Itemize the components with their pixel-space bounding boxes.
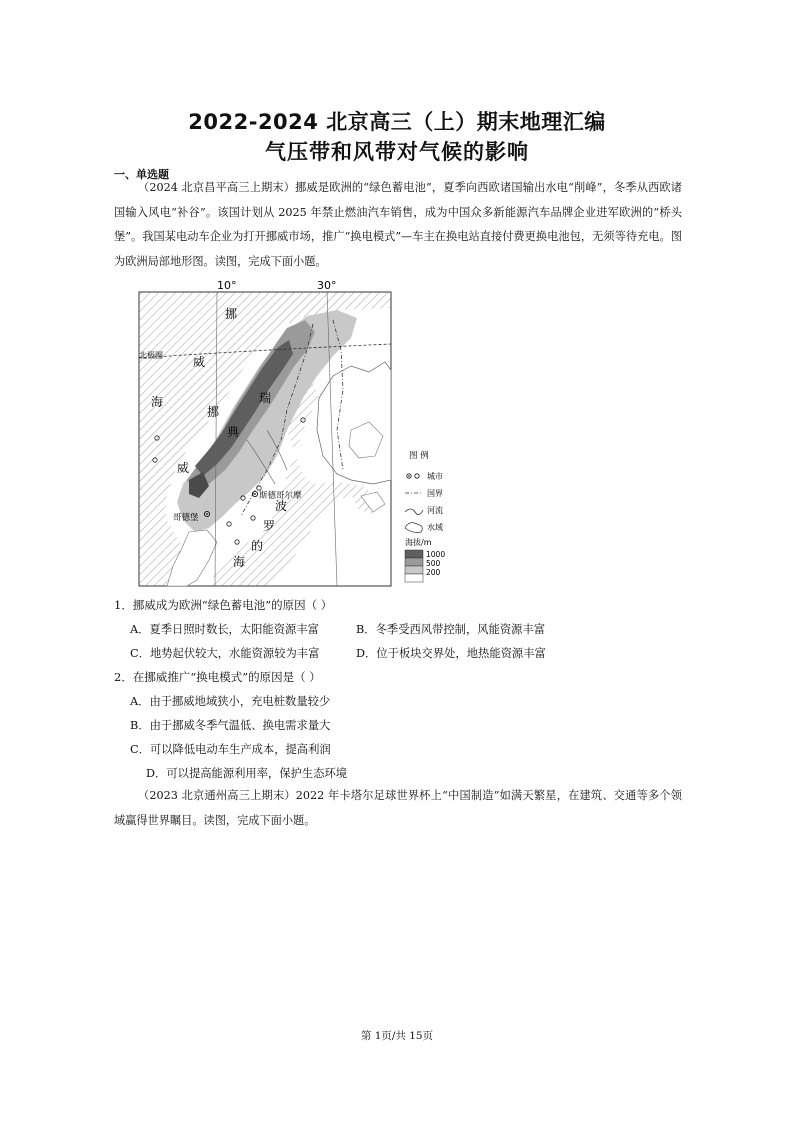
legend-elev-200: 200	[426, 568, 441, 577]
legend-border: 国界	[427, 489, 443, 498]
baltic-char-2: 罗	[263, 519, 276, 533]
legend-elev-500: 500	[426, 559, 441, 568]
baltic-char-4: 海	[233, 555, 246, 569]
norway-char-2: 威	[177, 461, 190, 475]
q1-option-a[interactable]: A．夏季日照时数长，太阳能资源丰富	[130, 623, 319, 636]
title-line-2: 气压带和风带对气候的影响	[265, 140, 529, 164]
title-line-1: 2022-2024 北京高三（上）期末地理汇编	[188, 110, 606, 134]
page-footer: 第 1页/共 15页	[360, 1030, 434, 1042]
question-2-stem: 2．在挪威推广“换电模式”的原因是（ ）	[114, 670, 321, 684]
europe-terrain-map	[137, 280, 467, 590]
q2-option-b[interactable]: B．由于挪威冬季气温低、换电需求量大	[130, 719, 331, 732]
q1-option-b[interactable]: B．冬季受西风带控制，风能资源丰富	[356, 623, 546, 636]
baltic-char-3: 的	[251, 539, 264, 553]
passage-1: （2024 北京昌平高三上期末）挪威是欧洲的“绿色蓄电池”，夏季向西欧诸国输出水电“削峰”，冬季从西欧诸国输入风电“补谷”。该国计划从 2025 年禁止燃油汽车销售，成为中国众多新能源汽车品牌企业进军欧洲的“桥头堡”。我国某电动车企业为打开挪威市场，推广“换电模式”—车主在换电站直接付费更换电池包，无须等待充电。图为欧洲局部地形图。读图，完成下面小题。	[114, 181, 682, 268]
baltic-char-1: 波	[275, 499, 288, 513]
legend-elev-1000: 1000	[426, 550, 446, 559]
arctic-circle-label: 北极圈	[139, 351, 163, 360]
legend-water: 水域	[427, 523, 443, 532]
passage-2: （2023 北京通州高三上期末）2022 年卡塔尔足球世界杯上“中国制造”如满天繁星，在建筑、交通等多个领域赢得世界瞩目。读图，完成下面小题。	[114, 789, 682, 827]
norway-char-1: 挪	[207, 405, 220, 419]
q1-option-d[interactable]: D．位于板块交界处，地热能资源丰富	[356, 647, 546, 660]
sea-char-2: 威	[193, 355, 206, 369]
section-label: 一、单选题	[114, 168, 169, 181]
q1-option-c[interactable]: C．地势起伏较大，水能资源较为丰富	[130, 647, 320, 660]
gothenburg-label: 哥德堡	[173, 513, 199, 523]
legend-title: 图 例	[409, 451, 429, 461]
stockholm-label: 斯德哥尔摩	[259, 491, 302, 501]
sweden-char-1: 瑞	[259, 391, 272, 405]
sea-char-1: 挪	[225, 307, 238, 321]
question-1-stem: 1．挪威成为欧洲“绿色蓄电池”的原因（ ）	[114, 598, 333, 612]
q2-option-c[interactable]: C．可以降低电动车生产成本，提高利润	[130, 743, 331, 756]
legend-elevation-title: 海拔/m	[405, 538, 432, 547]
lon-10-label: 10°	[217, 280, 237, 292]
legend-city: 城市	[427, 472, 443, 481]
q2-option-a[interactable]: A．由于挪威地域狭小，充电桩数量较少	[130, 695, 331, 708]
sea-char-3: 海	[151, 395, 164, 409]
sweden-char-2: 典	[227, 425, 240, 439]
lon-30-label: 30°	[317, 280, 337, 292]
legend-river: 河流	[427, 506, 443, 515]
map-legend	[405, 450, 445, 582]
q2-option-d[interactable]: D．可以提高能源利用率，保护生态环境	[146, 767, 348, 780]
